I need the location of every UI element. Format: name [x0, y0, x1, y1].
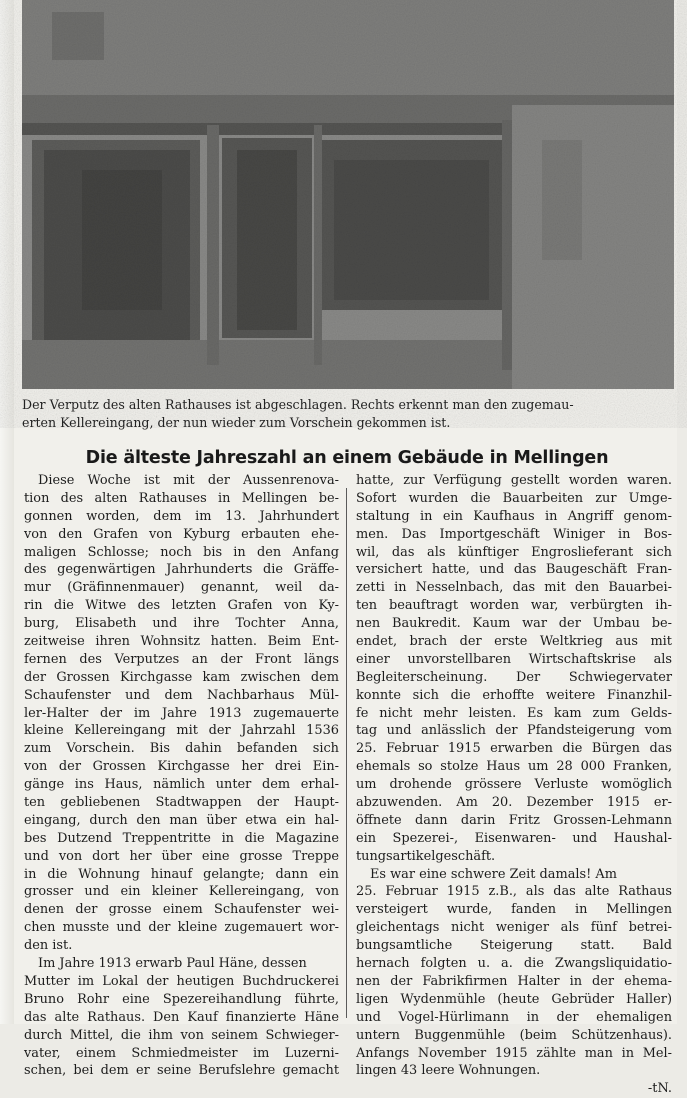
article-text-line: ten beauftragt worden war, verbürgten ih- — [356, 598, 672, 614]
article-text-line: durch Mittel, die ihm von seinem Schwieger- — [24, 1027, 339, 1043]
article-text-line: vater, einem Schmiedmeister im Luzerni- — [24, 1045, 339, 1061]
article-text-line: bes Dutzend Treppentritte in die Magazine — [24, 830, 339, 846]
article-text-line: ten gebliebenen Stadtwappen der Haupt- — [24, 795, 339, 811]
article-text-line: Schaufenster und dem Nachbarhaus Mül- — [24, 687, 339, 703]
article-text-line: in die Wohnung hinauf gelangte; dann ein — [24, 866, 339, 882]
article-text-line: fe nicht mehr leisten. Es kam zum Gelds- — [356, 705, 672, 721]
article-text-line: zetti in Nesselnbach, das mit den Bauarbei- — [356, 580, 672, 596]
article-text-line: einer unvorstellbaren Wirtschaftskrise als — [356, 651, 672, 667]
article-text-line: konnte sich die erhoffte weitere Finanzhil- — [356, 687, 672, 703]
article-text-line: Sofort wurden die Bauarbeiten zur Umge- — [356, 490, 672, 506]
article-text-line: staltung in ein Kaufhaus in Angriff genom- — [356, 508, 672, 524]
article-text-line: öffnete dann darin Fritz Grossen-Lehmann — [356, 812, 672, 828]
article-text-line: 25. Februar 1915 z.B., als das alte Rathaus — [356, 884, 672, 900]
article-text-line: ler-Halter der im Jahre 1913 zugemauerte — [24, 705, 339, 721]
article-text-line: endet, brach der erste Weltkrieg aus mit — [356, 634, 672, 650]
article-text-line: -tN. — [647, 1081, 672, 1097]
article-text-line: maligen Schlosse; noch bis in den Anfang — [24, 544, 339, 560]
article-text-line: Diese Woche ist mit der Aussenrenova- — [38, 473, 339, 488]
article-text-line: gleichentags nicht weniger als fünf betrei- — [356, 920, 672, 936]
article-text-line: tungsartikelgeschäft. — [356, 848, 496, 864]
article-text-line: kleine Kellereingang mit der Jahrzahl 1536 — [24, 723, 339, 739]
article-text-line: das alte Rathaus. Den Kauf finanzierte Häne — [24, 1009, 339, 1025]
rathaus-photo-drawing — [22, 0, 674, 389]
article-text-line: der Grossen Kirchgasse kam zwischen dem — [24, 669, 339, 685]
article-text-line: versteigert wurde, fanden in Mellingen — [356, 902, 672, 918]
article-text-line: Mutter im Lokal der heutigen Buchdruckerei — [24, 973, 339, 989]
article-text-line: und Vogel-Hürlimann in der ehemaligen — [356, 1009, 672, 1025]
article-text-line: den ist. — [24, 938, 73, 954]
page-edge — [0, 0, 14, 1024]
article-text-line: men. Das Importgeschäft Winiger in Bos- — [356, 526, 672, 542]
article-text-line: ein Spezerei-, Eisenwaren- und Haushal- — [356, 830, 672, 846]
caption-line-2: erten Kellereingang, der nun wieder zum Vorschein gekommen ist. — [22, 414, 451, 430]
article-text-line: bungsamtliche Steigerung statt. Bald — [356, 938, 672, 954]
article-text-line: denen der grosse einem Schaufenster wei- — [24, 902, 339, 918]
article-text-line: nen der Fabrikfirmen Halter in der ehema- — [356, 973, 672, 989]
article-text-line: lingen 43 leere Wohnungen. — [356, 1063, 541, 1079]
photo-caption — [22, 396, 672, 431]
article-text-line: versichert hatte, und das Baugeschäft Fran- — [356, 562, 672, 578]
article-text-line: schen, bei dem er seine Berufslehre gemacht — [24, 1063, 339, 1079]
article-text-line: untern Buggenmühle (beim Schützenhaus). — [356, 1027, 672, 1043]
article-text-line: chen musste und der kleine zugemauert wor- — [24, 920, 339, 936]
article-text-line: 25. Februar 1915 erwarben die Bürgen das — [356, 741, 672, 757]
article-text-line: Anfangs November 1915 zählte man in Mel- — [356, 1045, 672, 1061]
article-text-line: mur (Gräfinnenmauer) genannt, weil da- — [24, 580, 339, 596]
article-text-line: nen Baukredit. Kaum war der Umbau be- — [356, 616, 672, 632]
caption-line-1: Der Verputz des alten Rathauses ist abgeschlagen. Rechts erkennt man den zugemau- — [22, 397, 574, 412]
article-text-line: und von dort her über eine grosse Treppe — [24, 848, 339, 864]
article-text-line: tag und anlässlich der Pfandsteigerung vom — [356, 723, 672, 739]
article-text-line: gonnen worden, dem im 13. Jahrhundert — [24, 508, 339, 524]
article-text-line: ligen Wydenmühle (heute Gebrüder Haller) — [356, 991, 672, 1007]
article-text-line: des gegenwärtigen Jahrhunderts die Gräffe- — [24, 562, 339, 578]
article-text-line: von den Grafen von Kyburg erbauten ehe- — [24, 526, 339, 542]
article-text-line: eingang, durch den man über etwa ein hal- — [24, 812, 339, 828]
article-text-line: Begleiterscheinung. Der Schwiegervater — [356, 669, 672, 685]
article-text-line: gänge ins Haus, nämlich unter dem erhal- — [24, 777, 339, 793]
article-text-line: von der Grossen Kirchgasse her drei Ein- — [24, 759, 339, 775]
article-text-line: um drohende grössere Verluste womöglich — [356, 777, 672, 793]
article-text-line: wil, das als künftiger Engroslieferant sich — [356, 544, 672, 560]
article-text-line: zum Vorschein. Bis dahin befanden sich — [24, 741, 339, 757]
article-text-line: zeitweise ihren Wohnsitz hatten. Beim Ent- — [24, 634, 339, 650]
article-text-line: Im Jahre 1913 erwarb Paul Häne, dessen — [38, 956, 307, 972]
article-text-line: hatte, zur Verfügung gestellt worden waren. — [356, 473, 672, 488]
article-text-line: ehemals so stolze Haus um 28 000 Franken, — [356, 759, 672, 775]
article-column-right — [356, 472, 672, 1098]
article-text-line: rin die Witwe des letzten Grafen von Ky- — [24, 598, 339, 614]
article-text-line: burg, Elisabeth und ihre Tochter Anna, — [24, 616, 339, 632]
rathaus-photo — [22, 0, 674, 389]
article-text-line: abzuwenden. Am 20. Dezember 1915 er- — [356, 795, 672, 811]
article-headline: Die älteste Jahreszahl an einem Gebäude in Mellingen — [85, 448, 609, 468]
article-text-line: grosser und ein kleiner Kellereingang, von — [24, 884, 339, 900]
article-text-line: hernach folgten u. a. die Zwangsliquidatio- — [356, 956, 672, 972]
article-text-line: Es war eine schwere Zeit damals! Am — [370, 866, 617, 882]
article-text-line: tion des alten Rathauses in Mellingen be- — [24, 490, 339, 506]
article-text-line: fernen des Verputzes an der Front längs — [24, 651, 339, 667]
article-text-line: Bruno Rohr eine Spezereihandlung führte, — [24, 991, 339, 1007]
article-column-left — [24, 472, 339, 1080]
column-divider — [346, 488, 347, 1018]
